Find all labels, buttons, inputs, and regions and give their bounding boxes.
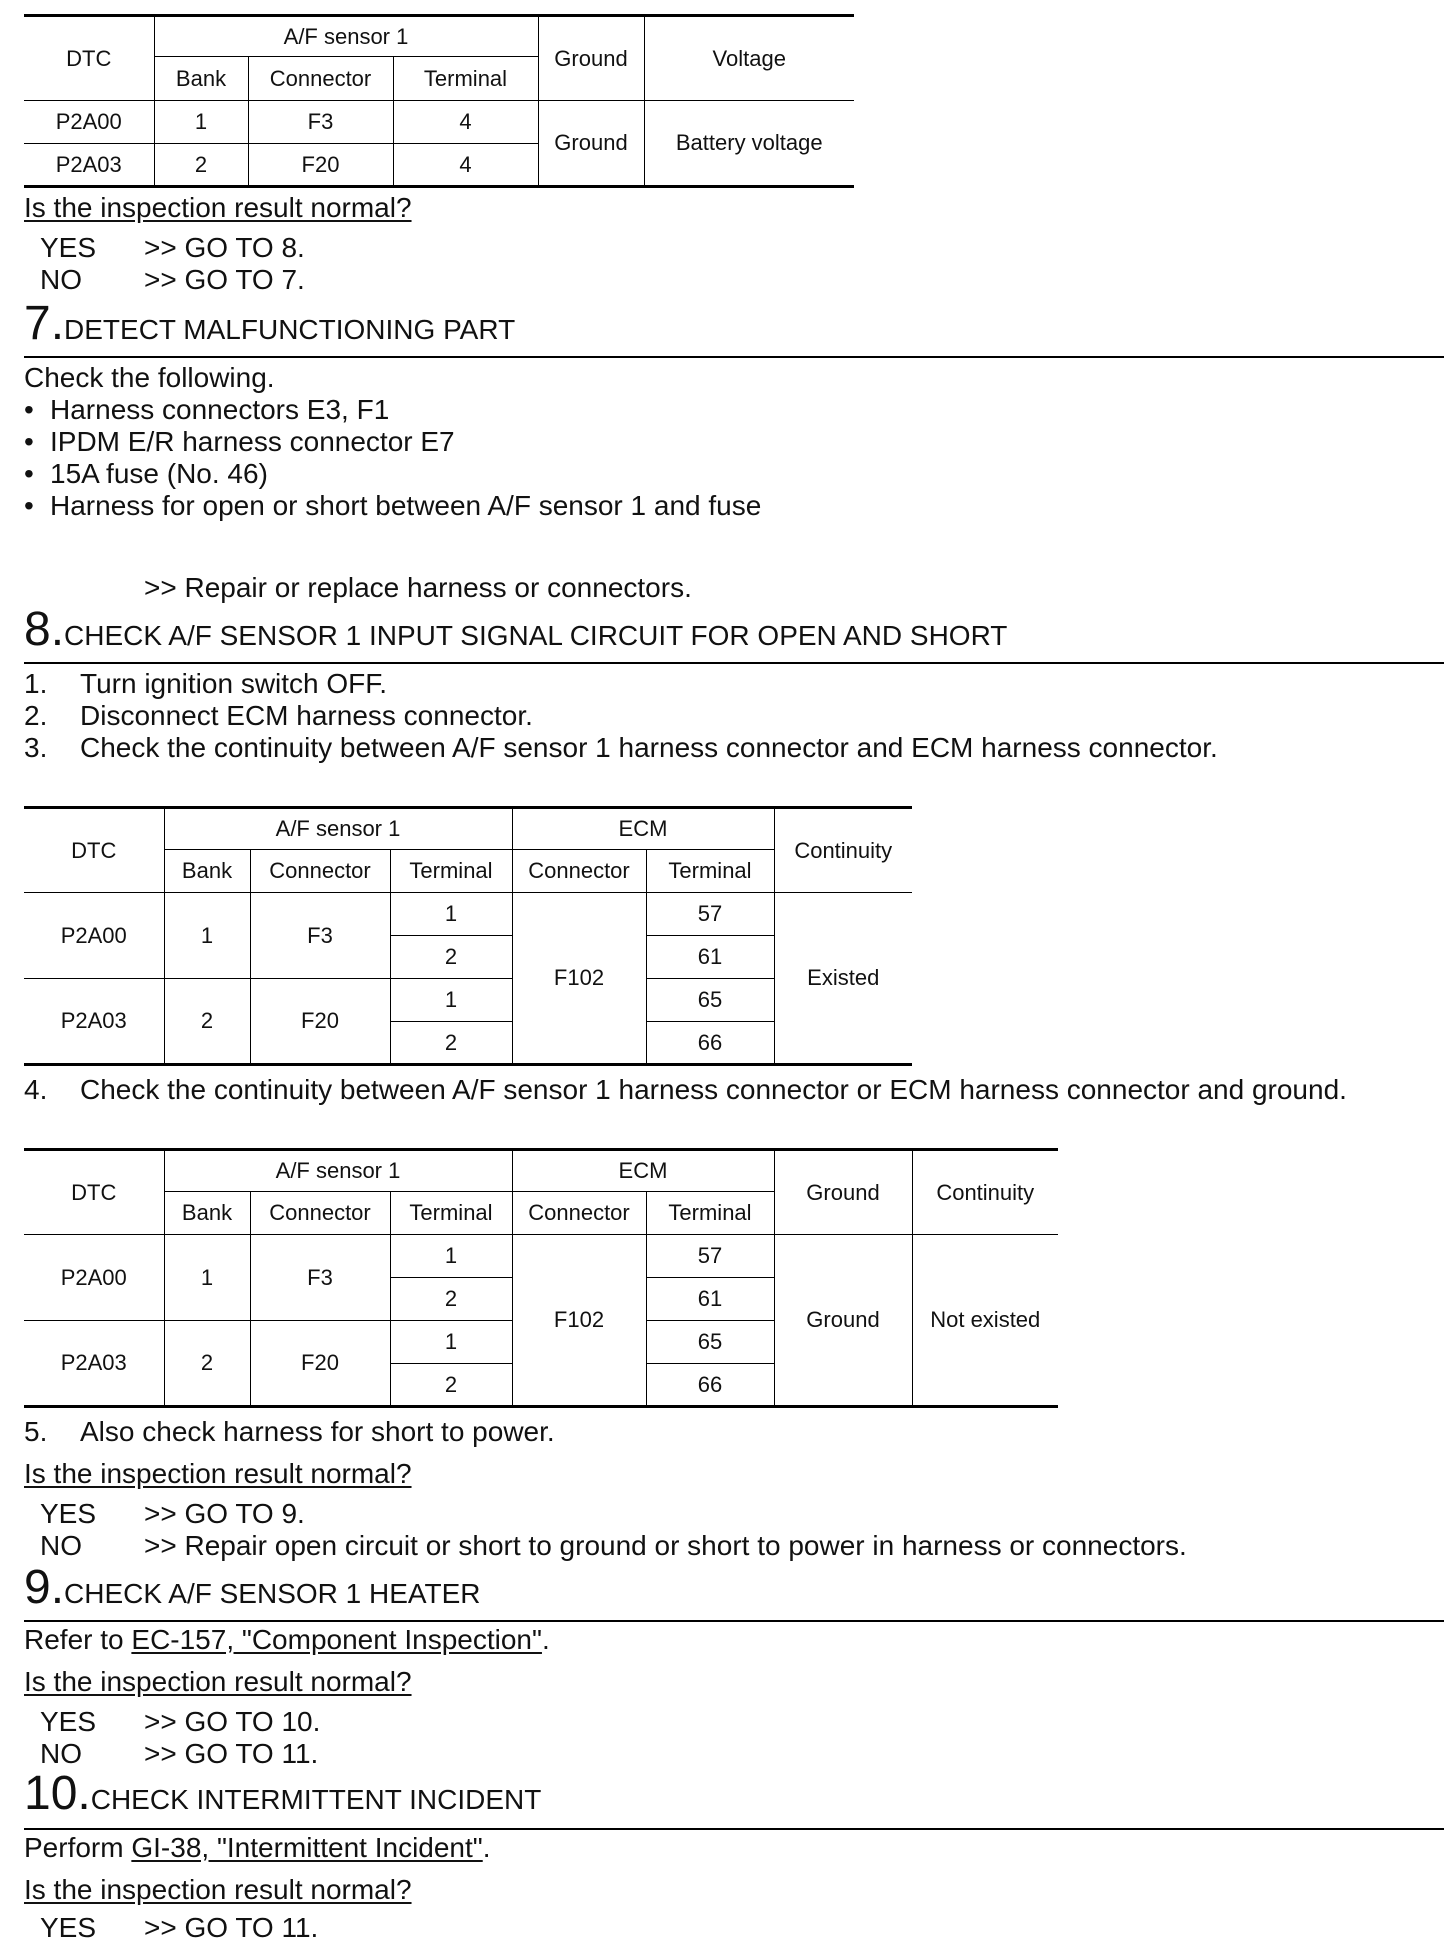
cell-terminal: 1	[390, 979, 512, 1022]
header-ecm-terminal: Terminal	[646, 850, 774, 893]
answer-yes-text: >> GO TO 9.	[144, 1498, 305, 1529]
cell-terminal: 4	[393, 101, 538, 144]
header-af-sensor: A/F sensor 1	[164, 1150, 512, 1192]
cell-terminal: 1	[390, 1235, 512, 1278]
step-7-heading	[24, 297, 516, 354]
cell-dtc: P2A00	[24, 101, 154, 144]
numbered-item	[24, 668, 387, 700]
step-number: 8.	[24, 603, 65, 656]
cell-bank: 2	[154, 144, 248, 187]
reference-suffix: .	[541, 1624, 550, 1655]
item-text: Check the continuity between A/F sensor 1 harness connector or ECM harness connector and ground.	[80, 1074, 1347, 1105]
bullet-item: • IPDM E/R harness connector E7	[24, 426, 455, 457]
answer-no-text: >> GO TO 7.	[144, 264, 305, 295]
header-ecm-connector: Connector	[512, 850, 646, 893]
header-bank: Bank	[164, 1192, 250, 1235]
header-ground: Ground	[538, 16, 644, 101]
item-number: 3.	[24, 732, 48, 763]
cell-ecm-connector: F102	[512, 1235, 646, 1407]
cell-bank: 2	[164, 979, 250, 1065]
item-text: Disconnect ECM harness connector.	[80, 700, 533, 731]
step-title: CHECK A/F SENSOR 1 INPUT SIGNAL CIRCUIT FOR OPEN AND SHORT	[64, 620, 1008, 651]
cell-terminal: 1	[390, 893, 512, 936]
header-continuity: Continuity	[774, 808, 912, 893]
voltage-check-table	[24, 14, 854, 188]
cell-ground: Ground	[774, 1235, 912, 1407]
step-8-heading	[24, 603, 1008, 660]
header-ecm-terminal: Terminal	[646, 1192, 774, 1235]
header-af-sensor: A/F sensor 1	[154, 16, 538, 57]
inspection-question: Is the inspection result normal?	[24, 1874, 412, 1905]
answer-yes-key: YES	[40, 1498, 97, 1529]
inspection-question: Is the inspection result normal?	[24, 1458, 412, 1489]
numbered-item	[24, 1074, 1347, 1106]
reference-prefix: Perform	[24, 1832, 132, 1863]
divider	[24, 662, 1444, 664]
answer-yes	[24, 1912, 318, 1944]
cell-voltage: Battery voltage	[644, 101, 854, 187]
cell-ecm-terminal: 66	[646, 1022, 774, 1065]
cell-connector: F3	[248, 101, 393, 144]
bullet-text: IPDM E/R harness connector E7	[50, 426, 455, 457]
header-af-sensor: A/F sensor 1	[164, 808, 512, 850]
bullet-text: Harness connectors E3, F1	[50, 394, 390, 425]
cell-connector: F20	[248, 144, 393, 187]
cell-bank: 1	[154, 101, 248, 144]
cell-terminal: 2	[390, 1278, 512, 1321]
header-dtc: DTC	[24, 808, 164, 893]
bullet-item: • Harness for open or short between A/F sensor 1 and fuse	[24, 490, 762, 521]
step-number: 10.	[24, 1767, 91, 1820]
answer-yes-text: >> GO TO 8.	[144, 232, 305, 263]
ground-short-check-table	[24, 1148, 1058, 1408]
step-title: CHECK INTERMITTENT INCIDENT	[90, 1784, 542, 1815]
reference-suffix: .	[482, 1832, 491, 1863]
header-connector: Connector	[250, 1192, 390, 1235]
header-terminal: Terminal	[390, 850, 512, 893]
answer-no-text: >> Repair open circuit or short to ground or short to power in harness or connectors.	[144, 1530, 1187, 1561]
cell-terminal: 1	[390, 1321, 512, 1364]
cell-ecm-terminal: 57	[646, 1235, 774, 1278]
header-continuity: Continuity	[912, 1150, 1058, 1235]
answer-no-key: NO	[40, 264, 82, 295]
cell-bank: 1	[164, 893, 250, 979]
cell-ecm-connector: F102	[512, 893, 646, 1065]
cell-dtc: P2A03	[24, 1321, 164, 1407]
check-intro: Check the following.	[24, 362, 275, 393]
item-number: 1.	[24, 668, 48, 699]
header-ecm: ECM	[512, 808, 774, 850]
cell-terminal: 4	[393, 144, 538, 187]
divider	[24, 1620, 1444, 1622]
answer-yes	[24, 1498, 305, 1530]
reference-prefix: Refer to	[24, 1624, 132, 1655]
step-10-heading	[24, 1767, 542, 1824]
header-terminal: Terminal	[390, 1192, 512, 1235]
header-ground: Ground	[774, 1150, 912, 1235]
answer-yes-key: YES	[40, 232, 97, 263]
header-bank: Bank	[164, 850, 250, 893]
cell-dtc: P2A00	[24, 893, 164, 979]
cell-ecm-terminal: 65	[646, 1321, 774, 1364]
numbered-item	[24, 1416, 555, 1448]
repair-action: >> Repair or replace harness or connectors.	[144, 572, 692, 603]
item-number: 5.	[24, 1416, 48, 1447]
divider	[24, 356, 1444, 358]
step-number: 7.	[24, 297, 65, 350]
step-number: 9.	[24, 1561, 65, 1614]
reference-line	[24, 1832, 491, 1864]
item-text: Also check harness for short to power.	[80, 1416, 555, 1447]
numbered-item	[24, 700, 533, 732]
header-ecm: ECM	[512, 1150, 774, 1192]
cell-ecm-terminal: 65	[646, 979, 774, 1022]
cell-bank: 2	[164, 1321, 250, 1407]
step-9-heading	[24, 1561, 481, 1618]
header-voltage: Voltage	[644, 16, 854, 101]
answer-no-key: NO	[40, 1738, 82, 1769]
answer-no	[24, 1738, 318, 1770]
answer-no	[24, 1530, 1187, 1562]
answer-yes-key: YES	[40, 1706, 97, 1737]
reference-line	[24, 1624, 550, 1656]
numbered-item	[24, 732, 1218, 764]
answer-no-key: NO	[40, 1530, 82, 1561]
header-dtc: DTC	[24, 1150, 164, 1235]
header-ecm-connector: Connector	[512, 1192, 646, 1235]
cell-ecm-terminal: 61	[646, 936, 774, 979]
reference-link[interactable]: EC-157, "Component Inspection"	[131, 1624, 542, 1655]
cell-ecm-terminal: 61	[646, 1278, 774, 1321]
item-number: 4.	[24, 1074, 48, 1105]
cell-connector: F3	[250, 1235, 390, 1321]
bullet-item: • Harness connectors E3, F1	[24, 394, 390, 425]
bullet-text: Harness for open or short between A/F sensor 1 and fuse	[50, 490, 762, 521]
cell-terminal: 2	[390, 1364, 512, 1407]
answer-yes	[24, 232, 305, 264]
answer-no-text: >> GO TO 11.	[144, 1738, 319, 1769]
cell-connector: F3	[250, 893, 390, 979]
cell-bank: 1	[164, 1235, 250, 1321]
cell-continuity: Not existed	[912, 1235, 1058, 1407]
bullet-item: • 15A fuse (No. 46)	[24, 458, 268, 489]
cell-connector: F20	[250, 979, 390, 1065]
cell-continuity: Existed	[774, 893, 912, 1065]
cell-dtc: P2A00	[24, 1235, 164, 1321]
cell-ecm-terminal: 66	[646, 1364, 774, 1407]
divider	[24, 1828, 1444, 1830]
header-bank: Bank	[154, 57, 248, 101]
answer-yes-text: >> GO TO 10.	[144, 1706, 321, 1737]
bullet-text: 15A fuse (No. 46)	[50, 458, 268, 489]
cell-ecm-terminal: 57	[646, 893, 774, 936]
answer-yes-key: YES	[40, 1912, 97, 1943]
step-title: DETECT MALFUNCTIONING PART	[64, 314, 516, 345]
header-connector: Connector	[248, 57, 393, 101]
continuity-check-table	[24, 806, 912, 1066]
header-connector: Connector	[250, 850, 390, 893]
reference-link[interactable]: GI-38, "Intermittent Incident"	[131, 1832, 483, 1863]
inspection-question: Is the inspection result normal?	[24, 1666, 412, 1697]
step-title: CHECK A/F SENSOR 1 HEATER	[64, 1578, 481, 1609]
answer-yes	[24, 1706, 320, 1738]
item-number: 2.	[24, 700, 48, 731]
answer-yes-text: >> GO TO 11.	[144, 1912, 319, 1943]
cell-ground: Ground	[538, 101, 644, 187]
item-text: Turn ignition switch OFF.	[80, 668, 388, 699]
cell-connector: F20	[250, 1321, 390, 1407]
item-text: Check the continuity between A/F sensor 1 harness connector and ECM harness connector.	[80, 732, 1218, 763]
inspection-question: Is the inspection result normal?	[24, 192, 412, 223]
header-terminal: Terminal	[393, 57, 538, 101]
cell-dtc: P2A03	[24, 144, 154, 187]
cell-terminal: 2	[390, 936, 512, 979]
header-dtc: DTC	[24, 16, 154, 101]
cell-terminal: 2	[390, 1022, 512, 1065]
cell-dtc: P2A03	[24, 979, 164, 1065]
answer-no	[24, 264, 305, 296]
